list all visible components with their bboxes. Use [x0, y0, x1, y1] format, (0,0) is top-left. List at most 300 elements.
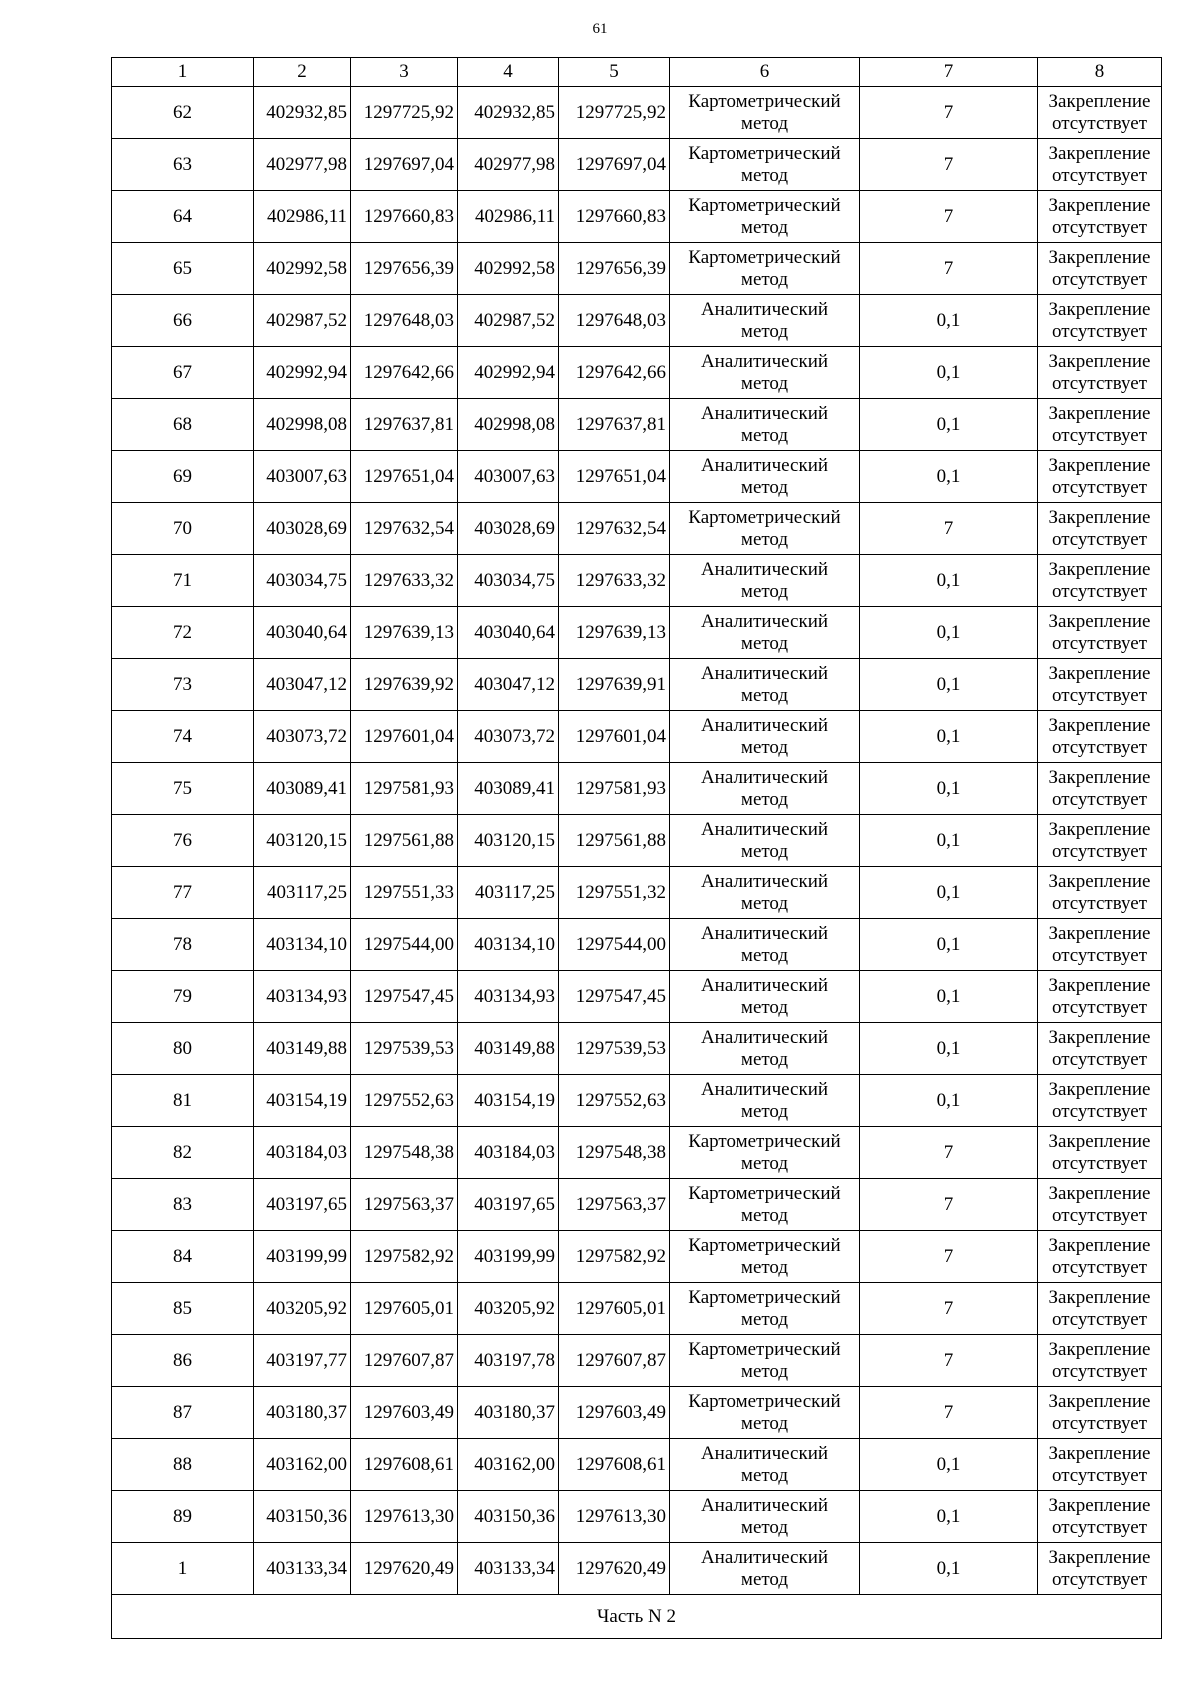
fixing-cell: [1038, 503, 1162, 555]
y-coordinate-cell: 1297544,00: [559, 919, 670, 971]
fixing-cell-line: отсутствует: [1051, 1308, 1148, 1330]
table-row: [112, 1231, 1162, 1283]
fixing-cell-line: Закрепление: [1048, 714, 1151, 736]
fixing-cell-line: Закрепление: [1048, 766, 1151, 788]
fixing-cell: [1038, 919, 1162, 971]
accuracy-cell: 7: [860, 139, 1038, 191]
fixing-cell-line: отсутствует: [1051, 840, 1148, 862]
y-coordinate-cell: 1297637,81: [351, 399, 458, 451]
x-coordinate-cell: 403047,12: [254, 659, 351, 711]
point-number-cell: 88: [112, 1439, 254, 1491]
fixing-cell-line: отсутствует: [1051, 1464, 1148, 1486]
table-row: [112, 607, 1162, 659]
fixing-cell-line: отсутствует: [1051, 1048, 1148, 1070]
x-coordinate-cell: 403162,00: [254, 1439, 351, 1491]
y-coordinate-cell: 1297697,04: [351, 139, 458, 191]
accuracy-cell: 0,1: [860, 971, 1038, 1023]
y-coordinate-cell: 1297605,01: [559, 1283, 670, 1335]
method-cell-line: метод: [740, 1048, 789, 1070]
fixing-cell-line: Закрепление: [1048, 1026, 1151, 1048]
y-coordinate-cell: 1297620,49: [559, 1543, 670, 1595]
method-cell-line: Аналитический: [700, 558, 829, 580]
accuracy-cell: 0,1: [860, 711, 1038, 763]
y-coordinate-cell: 1297548,38: [351, 1127, 458, 1179]
accuracy-cell: 0,1: [860, 1543, 1038, 1595]
point-number-cell: 79: [112, 971, 254, 1023]
page-number: 61: [592, 21, 608, 37]
point-number-cell: 68: [112, 399, 254, 451]
fixing-cell: [1038, 1387, 1162, 1439]
x-coordinate-cell: 403149,88: [458, 1023, 559, 1075]
x-coordinate-cell: 403120,15: [458, 815, 559, 867]
accuracy-cell: 7: [860, 1231, 1038, 1283]
method-cell-line: метод: [740, 788, 789, 810]
fixing-cell: [1038, 1335, 1162, 1387]
method-cell-line: метод: [740, 1360, 789, 1382]
y-coordinate-cell: 1297633,32: [559, 555, 670, 607]
y-coordinate-cell: 1297613,30: [559, 1491, 670, 1543]
x-coordinate-cell: 403199,99: [254, 1231, 351, 1283]
fixing-cell-line: отсутствует: [1051, 1360, 1148, 1382]
y-coordinate-cell: 1297582,92: [559, 1231, 670, 1283]
point-number-cell: 72: [112, 607, 254, 659]
accuracy-cell: 7: [860, 191, 1038, 243]
accuracy-cell: 0,1: [860, 607, 1038, 659]
y-coordinate-cell: 1297648,03: [559, 295, 670, 347]
fixing-cell-line: отсутствует: [1051, 164, 1148, 186]
section-footer: Часть N 2: [112, 1595, 1162, 1639]
y-coordinate-cell: 1297548,38: [559, 1127, 670, 1179]
point-number-cell: 70: [112, 503, 254, 555]
y-coordinate-cell: 1297651,04: [559, 451, 670, 503]
method-cell: [670, 815, 860, 867]
table-row: [112, 1491, 1162, 1543]
method-cell: [670, 867, 860, 919]
method-cell: [670, 659, 860, 711]
column-header: 8: [1038, 58, 1162, 87]
fixing-cell: [1038, 659, 1162, 711]
x-coordinate-cell: 403117,25: [254, 867, 351, 919]
fixing-cell-line: Закрепление: [1048, 506, 1151, 528]
method-cell-line: метод: [740, 268, 789, 290]
method-cell-line: Аналитический: [700, 1442, 829, 1464]
accuracy-cell: 7: [860, 1335, 1038, 1387]
y-coordinate-cell: 1297601,04: [559, 711, 670, 763]
x-coordinate-cell: 402977,98: [458, 139, 559, 191]
x-coordinate-cell: 402992,94: [254, 347, 351, 399]
fixing-cell: [1038, 1231, 1162, 1283]
fixing-cell-line: Закрепление: [1048, 402, 1151, 424]
x-coordinate-cell: 403117,25: [458, 867, 559, 919]
fixing-cell-line: отсутствует: [1051, 268, 1148, 290]
x-coordinate-cell: 403034,75: [458, 555, 559, 607]
method-cell-line: метод: [740, 684, 789, 706]
fixing-cell-line: отсутствует: [1051, 736, 1148, 758]
accuracy-cell: 0,1: [860, 295, 1038, 347]
x-coordinate-cell: 403134,10: [458, 919, 559, 971]
method-cell-line: метод: [740, 112, 789, 134]
y-coordinate-cell: 1297639,13: [559, 607, 670, 659]
fixing-cell: [1038, 1075, 1162, 1127]
x-coordinate-cell: 403007,63: [254, 451, 351, 503]
method-cell-line: Аналитический: [700, 974, 829, 996]
fixing-cell-line: отсутствует: [1051, 1412, 1148, 1434]
method-cell: [670, 87, 860, 139]
method-cell: [670, 919, 860, 971]
point-number-cell: 85: [112, 1283, 254, 1335]
fixing-cell-line: Закрепление: [1048, 610, 1151, 632]
y-coordinate-cell: 1297613,30: [351, 1491, 458, 1543]
y-coordinate-cell: 1297642,66: [351, 347, 458, 399]
method-cell-line: метод: [740, 892, 789, 914]
y-coordinate-cell: 1297725,92: [559, 87, 670, 139]
fixing-cell-line: отсутствует: [1051, 1100, 1148, 1122]
y-coordinate-cell: 1297632,54: [559, 503, 670, 555]
fixing-cell: [1038, 763, 1162, 815]
table-row: [112, 555, 1162, 607]
fixing-cell: [1038, 607, 1162, 659]
y-coordinate-cell: 1297539,53: [559, 1023, 670, 1075]
point-number-cell: 64: [112, 191, 254, 243]
fixing-cell-line: отсутствует: [1051, 580, 1148, 602]
fixing-cell-line: отсутствует: [1051, 424, 1148, 446]
fixing-cell: [1038, 1023, 1162, 1075]
fixing-cell-line: отсутствует: [1051, 1204, 1148, 1226]
table-row: [112, 139, 1162, 191]
fixing-cell: [1038, 399, 1162, 451]
y-coordinate-cell: 1297637,81: [559, 399, 670, 451]
fixing-cell-line: Закрепление: [1048, 922, 1151, 944]
fixing-cell-line: Закрепление: [1048, 298, 1151, 320]
y-coordinate-cell: 1297581,93: [351, 763, 458, 815]
accuracy-cell: 0,1: [860, 815, 1038, 867]
y-coordinate-cell: 1297552,63: [559, 1075, 670, 1127]
point-number-cell: 84: [112, 1231, 254, 1283]
y-coordinate-cell: 1297648,03: [351, 295, 458, 347]
method-cell: [670, 1543, 860, 1595]
point-number-cell: 66: [112, 295, 254, 347]
fixing-cell-line: Закрепление: [1048, 1286, 1151, 1308]
fixing-cell-line: Закрепление: [1048, 558, 1151, 580]
x-coordinate-cell: 403184,03: [254, 1127, 351, 1179]
x-coordinate-cell: 402986,11: [458, 191, 559, 243]
method-cell: [670, 607, 860, 659]
method-cell-line: метод: [740, 1308, 789, 1330]
y-coordinate-cell: 1297660,83: [351, 191, 458, 243]
fixing-cell-line: Закрепление: [1048, 974, 1151, 996]
method-cell: [670, 295, 860, 347]
x-coordinate-cell: 402992,58: [458, 243, 559, 295]
fixing-cell-line: отсутствует: [1051, 632, 1148, 654]
fixing-cell-line: отсутствует: [1051, 1152, 1148, 1174]
method-cell: [670, 763, 860, 815]
method-cell-line: метод: [740, 1464, 789, 1486]
method-cell-line: метод: [740, 840, 789, 862]
x-coordinate-cell: 403180,37: [458, 1387, 559, 1439]
method-cell: [670, 503, 860, 555]
column-header: 6: [670, 58, 860, 87]
fixing-cell: [1038, 1283, 1162, 1335]
fixing-cell-line: Закрепление: [1048, 1442, 1151, 1464]
x-coordinate-cell: 403197,65: [254, 1179, 351, 1231]
x-coordinate-cell: 402977,98: [254, 139, 351, 191]
column-header: 5: [559, 58, 670, 87]
method-cell-line: Картометрический: [688, 246, 841, 268]
method-cell: [670, 1283, 860, 1335]
method-cell-line: метод: [740, 528, 789, 550]
y-coordinate-cell: 1297605,01: [351, 1283, 458, 1335]
method-cell-line: метод: [740, 216, 789, 238]
y-coordinate-cell: 1297632,54: [351, 503, 458, 555]
fixing-cell: [1038, 971, 1162, 1023]
method-cell-line: метод: [740, 1516, 789, 1538]
point-number-cell: 63: [112, 139, 254, 191]
y-coordinate-cell: 1297608,61: [351, 1439, 458, 1491]
y-coordinate-cell: 1297607,87: [351, 1335, 458, 1387]
fixing-cell-line: Закрепление: [1048, 90, 1151, 112]
fixing-cell-line: Закрепление: [1048, 662, 1151, 684]
y-coordinate-cell: 1297563,37: [351, 1179, 458, 1231]
method-cell-line: метод: [740, 320, 789, 342]
method-cell-line: Аналитический: [700, 610, 829, 632]
x-coordinate-cell: 402986,11: [254, 191, 351, 243]
table-row: [112, 1075, 1162, 1127]
y-coordinate-cell: 1297633,32: [351, 555, 458, 607]
y-coordinate-cell: 1297608,61: [559, 1439, 670, 1491]
fixing-cell-line: отсутствует: [1051, 1256, 1148, 1278]
accuracy-cell: 0,1: [860, 555, 1038, 607]
x-coordinate-cell: 403034,75: [254, 555, 351, 607]
point-number-cell: 67: [112, 347, 254, 399]
method-cell-line: метод: [740, 1412, 789, 1434]
footer-row: [112, 1595, 1162, 1639]
x-coordinate-cell: 403089,41: [458, 763, 559, 815]
x-coordinate-cell: 403133,34: [458, 1543, 559, 1595]
accuracy-cell: 0,1: [860, 451, 1038, 503]
fixing-cell-line: Закрепление: [1048, 1390, 1151, 1412]
method-cell-line: метод: [740, 1100, 789, 1122]
method-cell-line: Картометрический: [688, 142, 841, 164]
x-coordinate-cell: 403184,03: [458, 1127, 559, 1179]
y-coordinate-cell: 1297620,49: [351, 1543, 458, 1595]
method-cell: [670, 1023, 860, 1075]
y-coordinate-cell: 1297601,04: [351, 711, 458, 763]
method-cell: [670, 1387, 860, 1439]
fixing-cell: [1038, 451, 1162, 503]
accuracy-cell: 0,1: [860, 763, 1038, 815]
accuracy-cell: 7: [860, 1127, 1038, 1179]
fixing-cell: [1038, 1543, 1162, 1595]
fixing-cell-line: отсутствует: [1051, 944, 1148, 966]
table-row: [112, 919, 1162, 971]
accuracy-cell: 0,1: [860, 1023, 1038, 1075]
accuracy-cell: 0,1: [860, 347, 1038, 399]
method-cell-line: метод: [740, 1568, 789, 1590]
x-coordinate-cell: 403120,15: [254, 815, 351, 867]
accuracy-cell: 0,1: [860, 1491, 1038, 1543]
table-row: [112, 1335, 1162, 1387]
point-number-cell: 87: [112, 1387, 254, 1439]
fixing-cell: [1038, 867, 1162, 919]
x-coordinate-cell: 402998,08: [254, 399, 351, 451]
method-cell-line: Аналитический: [700, 1026, 829, 1048]
method-cell-line: Картометрический: [688, 90, 841, 112]
method-cell-line: Аналитический: [700, 1546, 829, 1568]
accuracy-cell: 0,1: [860, 399, 1038, 451]
method-cell-line: Аналитический: [700, 454, 829, 476]
y-coordinate-cell: 1297639,13: [351, 607, 458, 659]
method-cell-line: Аналитический: [700, 298, 829, 320]
accuracy-cell: 7: [860, 87, 1038, 139]
method-cell: [670, 1231, 860, 1283]
table-row: [112, 867, 1162, 919]
method-cell-line: Аналитический: [700, 1494, 829, 1516]
y-coordinate-cell: 1297656,39: [351, 243, 458, 295]
x-coordinate-cell: 403180,37: [254, 1387, 351, 1439]
x-coordinate-cell: 403197,65: [458, 1179, 559, 1231]
column-header: 4: [458, 58, 559, 87]
fixing-cell: [1038, 191, 1162, 243]
method-cell-line: Аналитический: [700, 922, 829, 944]
y-coordinate-cell: 1297697,04: [559, 139, 670, 191]
method-cell: [670, 711, 860, 763]
fixing-cell: [1038, 87, 1162, 139]
y-coordinate-cell: 1297642,66: [559, 347, 670, 399]
fixing-cell: [1038, 1179, 1162, 1231]
fixing-cell-line: Закрепление: [1048, 142, 1151, 164]
table-row: [112, 1283, 1162, 1335]
table-row: [112, 1179, 1162, 1231]
y-coordinate-cell: 1297656,39: [559, 243, 670, 295]
method-cell-line: Аналитический: [700, 818, 829, 840]
table-row: [112, 971, 1162, 1023]
y-coordinate-cell: 1297551,32: [559, 867, 670, 919]
point-number-cell: 78: [112, 919, 254, 971]
fixing-cell-line: отсутствует: [1051, 476, 1148, 498]
point-number-cell: 69: [112, 451, 254, 503]
table-row: [112, 763, 1162, 815]
method-cell-line: метод: [740, 164, 789, 186]
x-coordinate-cell: 403040,64: [458, 607, 559, 659]
fixing-cell-line: Закрепление: [1048, 1494, 1151, 1516]
table-row: [112, 1439, 1162, 1491]
table-row: [112, 191, 1162, 243]
table-row: [112, 399, 1162, 451]
y-coordinate-cell: 1297552,63: [351, 1075, 458, 1127]
method-cell-line: метод: [740, 476, 789, 498]
method-cell: [670, 347, 860, 399]
x-coordinate-cell: 403007,63: [458, 451, 559, 503]
x-coordinate-cell: 403089,41: [254, 763, 351, 815]
fixing-cell-line: Закрепление: [1048, 350, 1151, 372]
accuracy-cell: 0,1: [860, 1439, 1038, 1491]
method-cell: [670, 399, 860, 451]
x-coordinate-cell: 403073,72: [458, 711, 559, 763]
y-coordinate-cell: 1297651,04: [351, 451, 458, 503]
fixing-cell-line: отсутствует: [1051, 684, 1148, 706]
fixing-cell: [1038, 295, 1162, 347]
method-cell-line: метод: [740, 996, 789, 1018]
y-coordinate-cell: 1297660,83: [559, 191, 670, 243]
method-cell-line: Картометрический: [688, 1182, 841, 1204]
method-cell: [670, 971, 860, 1023]
fixing-cell: [1038, 1439, 1162, 1491]
point-number-cell: 1: [112, 1543, 254, 1595]
fixing-cell-line: отсутствует: [1051, 1568, 1148, 1590]
method-cell-line: метод: [740, 1204, 789, 1226]
fixing-cell: [1038, 243, 1162, 295]
x-coordinate-cell: 403133,34: [254, 1543, 351, 1595]
method-cell-line: метод: [740, 372, 789, 394]
fixing-cell: [1038, 139, 1162, 191]
method-cell: [670, 1075, 860, 1127]
x-coordinate-cell: 402992,94: [458, 347, 559, 399]
method-cell: [670, 555, 860, 607]
method-cell-line: Картометрический: [688, 1130, 841, 1152]
fixing-cell-line: отсутствует: [1051, 892, 1148, 914]
method-cell: [670, 1127, 860, 1179]
fixing-cell-line: Закрепление: [1048, 1130, 1151, 1152]
table-row: [112, 243, 1162, 295]
x-coordinate-cell: 403134,93: [458, 971, 559, 1023]
point-number-cell: 83: [112, 1179, 254, 1231]
y-coordinate-cell: 1297603,49: [559, 1387, 670, 1439]
x-coordinate-cell: 403028,69: [254, 503, 351, 555]
table-row: [112, 711, 1162, 763]
x-coordinate-cell: 403199,99: [458, 1231, 559, 1283]
point-number-cell: 73: [112, 659, 254, 711]
method-cell-line: Картометрический: [688, 194, 841, 216]
x-coordinate-cell: 403205,92: [254, 1283, 351, 1335]
accuracy-cell: 7: [860, 503, 1038, 555]
method-cell-line: Аналитический: [700, 870, 829, 892]
table-row: [112, 503, 1162, 555]
y-coordinate-cell: 1297639,91: [559, 659, 670, 711]
x-coordinate-cell: 402932,85: [458, 87, 559, 139]
x-coordinate-cell: 402932,85: [254, 87, 351, 139]
fixing-cell-line: Закрепление: [1048, 246, 1151, 268]
column-header: 1: [112, 58, 254, 87]
fixing-cell-line: Закрепление: [1048, 818, 1151, 840]
method-cell-line: метод: [740, 580, 789, 602]
point-number-cell: 74: [112, 711, 254, 763]
fixing-cell: [1038, 1127, 1162, 1179]
x-coordinate-cell: 403162,00: [458, 1439, 559, 1491]
x-coordinate-cell: 403149,88: [254, 1023, 351, 1075]
point-number-cell: 75: [112, 763, 254, 815]
y-coordinate-cell: 1297547,45: [351, 971, 458, 1023]
x-coordinate-cell: 403028,69: [458, 503, 559, 555]
y-coordinate-cell: 1297539,53: [351, 1023, 458, 1075]
point-number-cell: 89: [112, 1491, 254, 1543]
method-cell: [670, 1439, 860, 1491]
method-cell: [670, 243, 860, 295]
point-number-cell: 65: [112, 243, 254, 295]
point-number-cell: 82: [112, 1127, 254, 1179]
table-row: [112, 1127, 1162, 1179]
fixing-cell-line: Закрепление: [1048, 194, 1151, 216]
point-number-cell: 76: [112, 815, 254, 867]
x-coordinate-cell: 403134,93: [254, 971, 351, 1023]
fixing-cell-line: отсутствует: [1051, 320, 1148, 342]
method-cell-line: метод: [740, 424, 789, 446]
accuracy-cell: 7: [860, 243, 1038, 295]
fixing-cell: [1038, 1491, 1162, 1543]
table-row: [112, 1387, 1162, 1439]
table-row: [112, 295, 1162, 347]
fixing-cell-line: отсутствует: [1051, 372, 1148, 394]
fixing-cell-line: отсутствует: [1051, 216, 1148, 238]
